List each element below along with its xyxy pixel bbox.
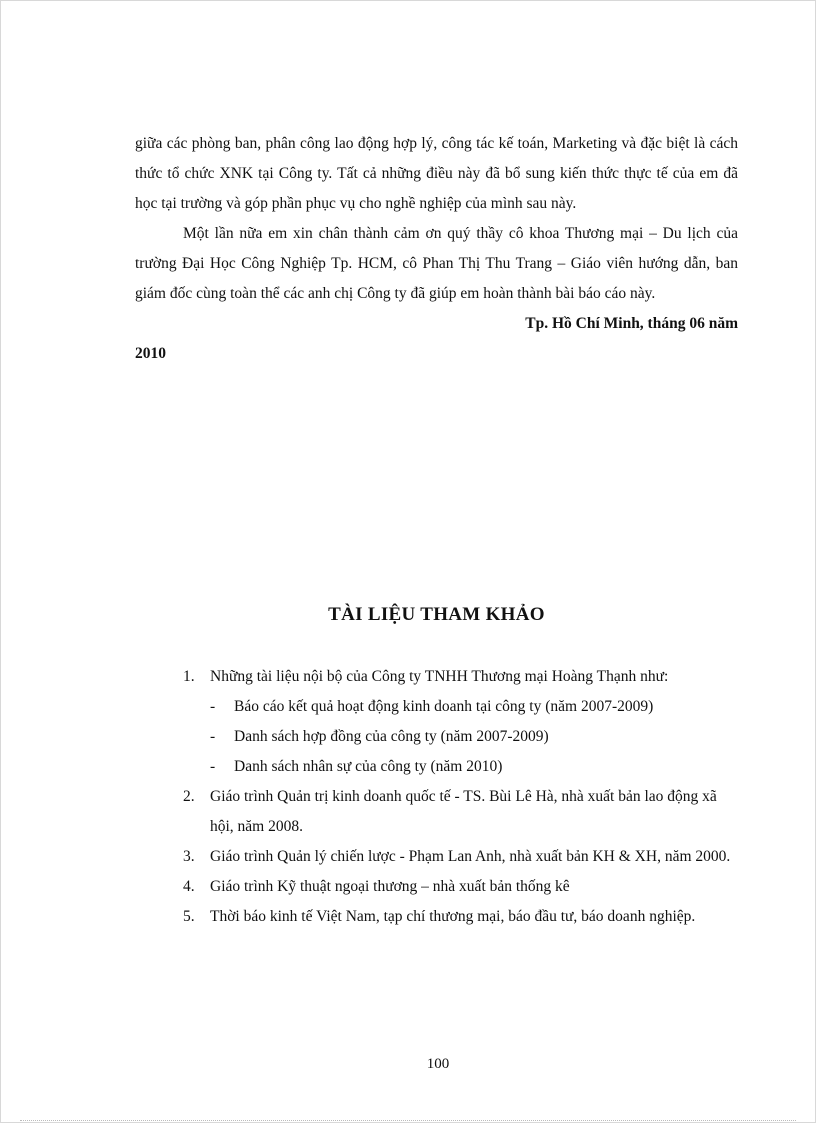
reference-subitem-3 [183, 752, 738, 782]
dash-bullet: - [210, 698, 216, 715]
reference-item-5 [183, 902, 738, 932]
reference-number: 1. [183, 668, 195, 685]
dash-bullet: - [210, 728, 216, 745]
reference-number: 4. [183, 878, 195, 895]
closing-place-date: Tp. Hồ Chí Minh, tháng 06 năm [525, 315, 738, 332]
page-bottom-divider [20, 1120, 796, 1121]
reference-item-4 [183, 872, 738, 902]
paragraph-thanks: Một lần nữa em xin chân thành cảm ơn quý thầy cô khoa Thương mại – Du lịch của trường Đại Học Công Nghiệp Tp. HCM, cô Phan Thị Thu Trang – Giáo viên hướng dẫn, ban giám đốc cùng toàn thể các anh chị Công ty đã giúp em hoàn thành bài báo cáo này. [135, 225, 738, 302]
reference-subitem-text: Báo cáo kết quả hoạt động kinh doanh tại công ty (năm 2007-2009) [234, 698, 654, 715]
reference-item-2 [183, 782, 738, 842]
references-title: TÀI LIỆU THAM KHẢO [328, 604, 545, 625]
reference-text: Giáo trình Quản lý chiến lược - Phạm Lan Anh, nhà xuất bản KH & XH, năm 2000. [210, 848, 731, 865]
body-text [135, 129, 738, 369]
reference-text: Giáo trình Quản trị kinh doanh quốc tế - TS. Bùi Lê Hà, nhà xuất bản lao động xã hội, năm 2008. [210, 788, 717, 835]
paragraph-acknowledgement-continued: giữa các phòng ban, phân công lao động hợp lý, công tác kế toán, Marketing và đặc biệt là cách thức tổ chức XNK tại Công ty. Tất cả những điều này đã bổ sung kiến thức thực tế của em đã học tại trường và góp phần phục vụ cho nghề nghiệp của mình sau này. [135, 135, 738, 212]
reference-text: Giáo trình Kỹ thuật ngoại thương – nhà xuất bản thống kê [210, 878, 570, 895]
dash-bullet: - [210, 758, 216, 775]
reference-number: 5. [183, 908, 195, 925]
references-list [183, 662, 738, 932]
reference-subitem-text: Danh sách hợp đồng của công ty (năm 2007-2009) [234, 728, 549, 745]
reference-item-1 [183, 662, 738, 692]
reference-text: Thời báo kinh tế Việt Nam, tạp chí thương mại, báo đầu tư, báo doanh nghiệp. [210, 908, 696, 925]
page-number: 100 [426, 1056, 450, 1072]
reference-number: 3. [183, 848, 195, 865]
reference-subitem-text: Danh sách nhân sự của công ty (năm 2010) [234, 758, 503, 775]
reference-text: Những tài liệu nội bộ của Công ty TNHH Thương mại Hoàng Thạnh như: [210, 668, 669, 685]
reference-subitem-1 [183, 692, 738, 722]
reference-item-3 [183, 842, 738, 872]
reference-subitem-2 [183, 722, 738, 752]
closing-year: 2010 [135, 345, 166, 362]
reference-number: 2. [183, 788, 195, 805]
